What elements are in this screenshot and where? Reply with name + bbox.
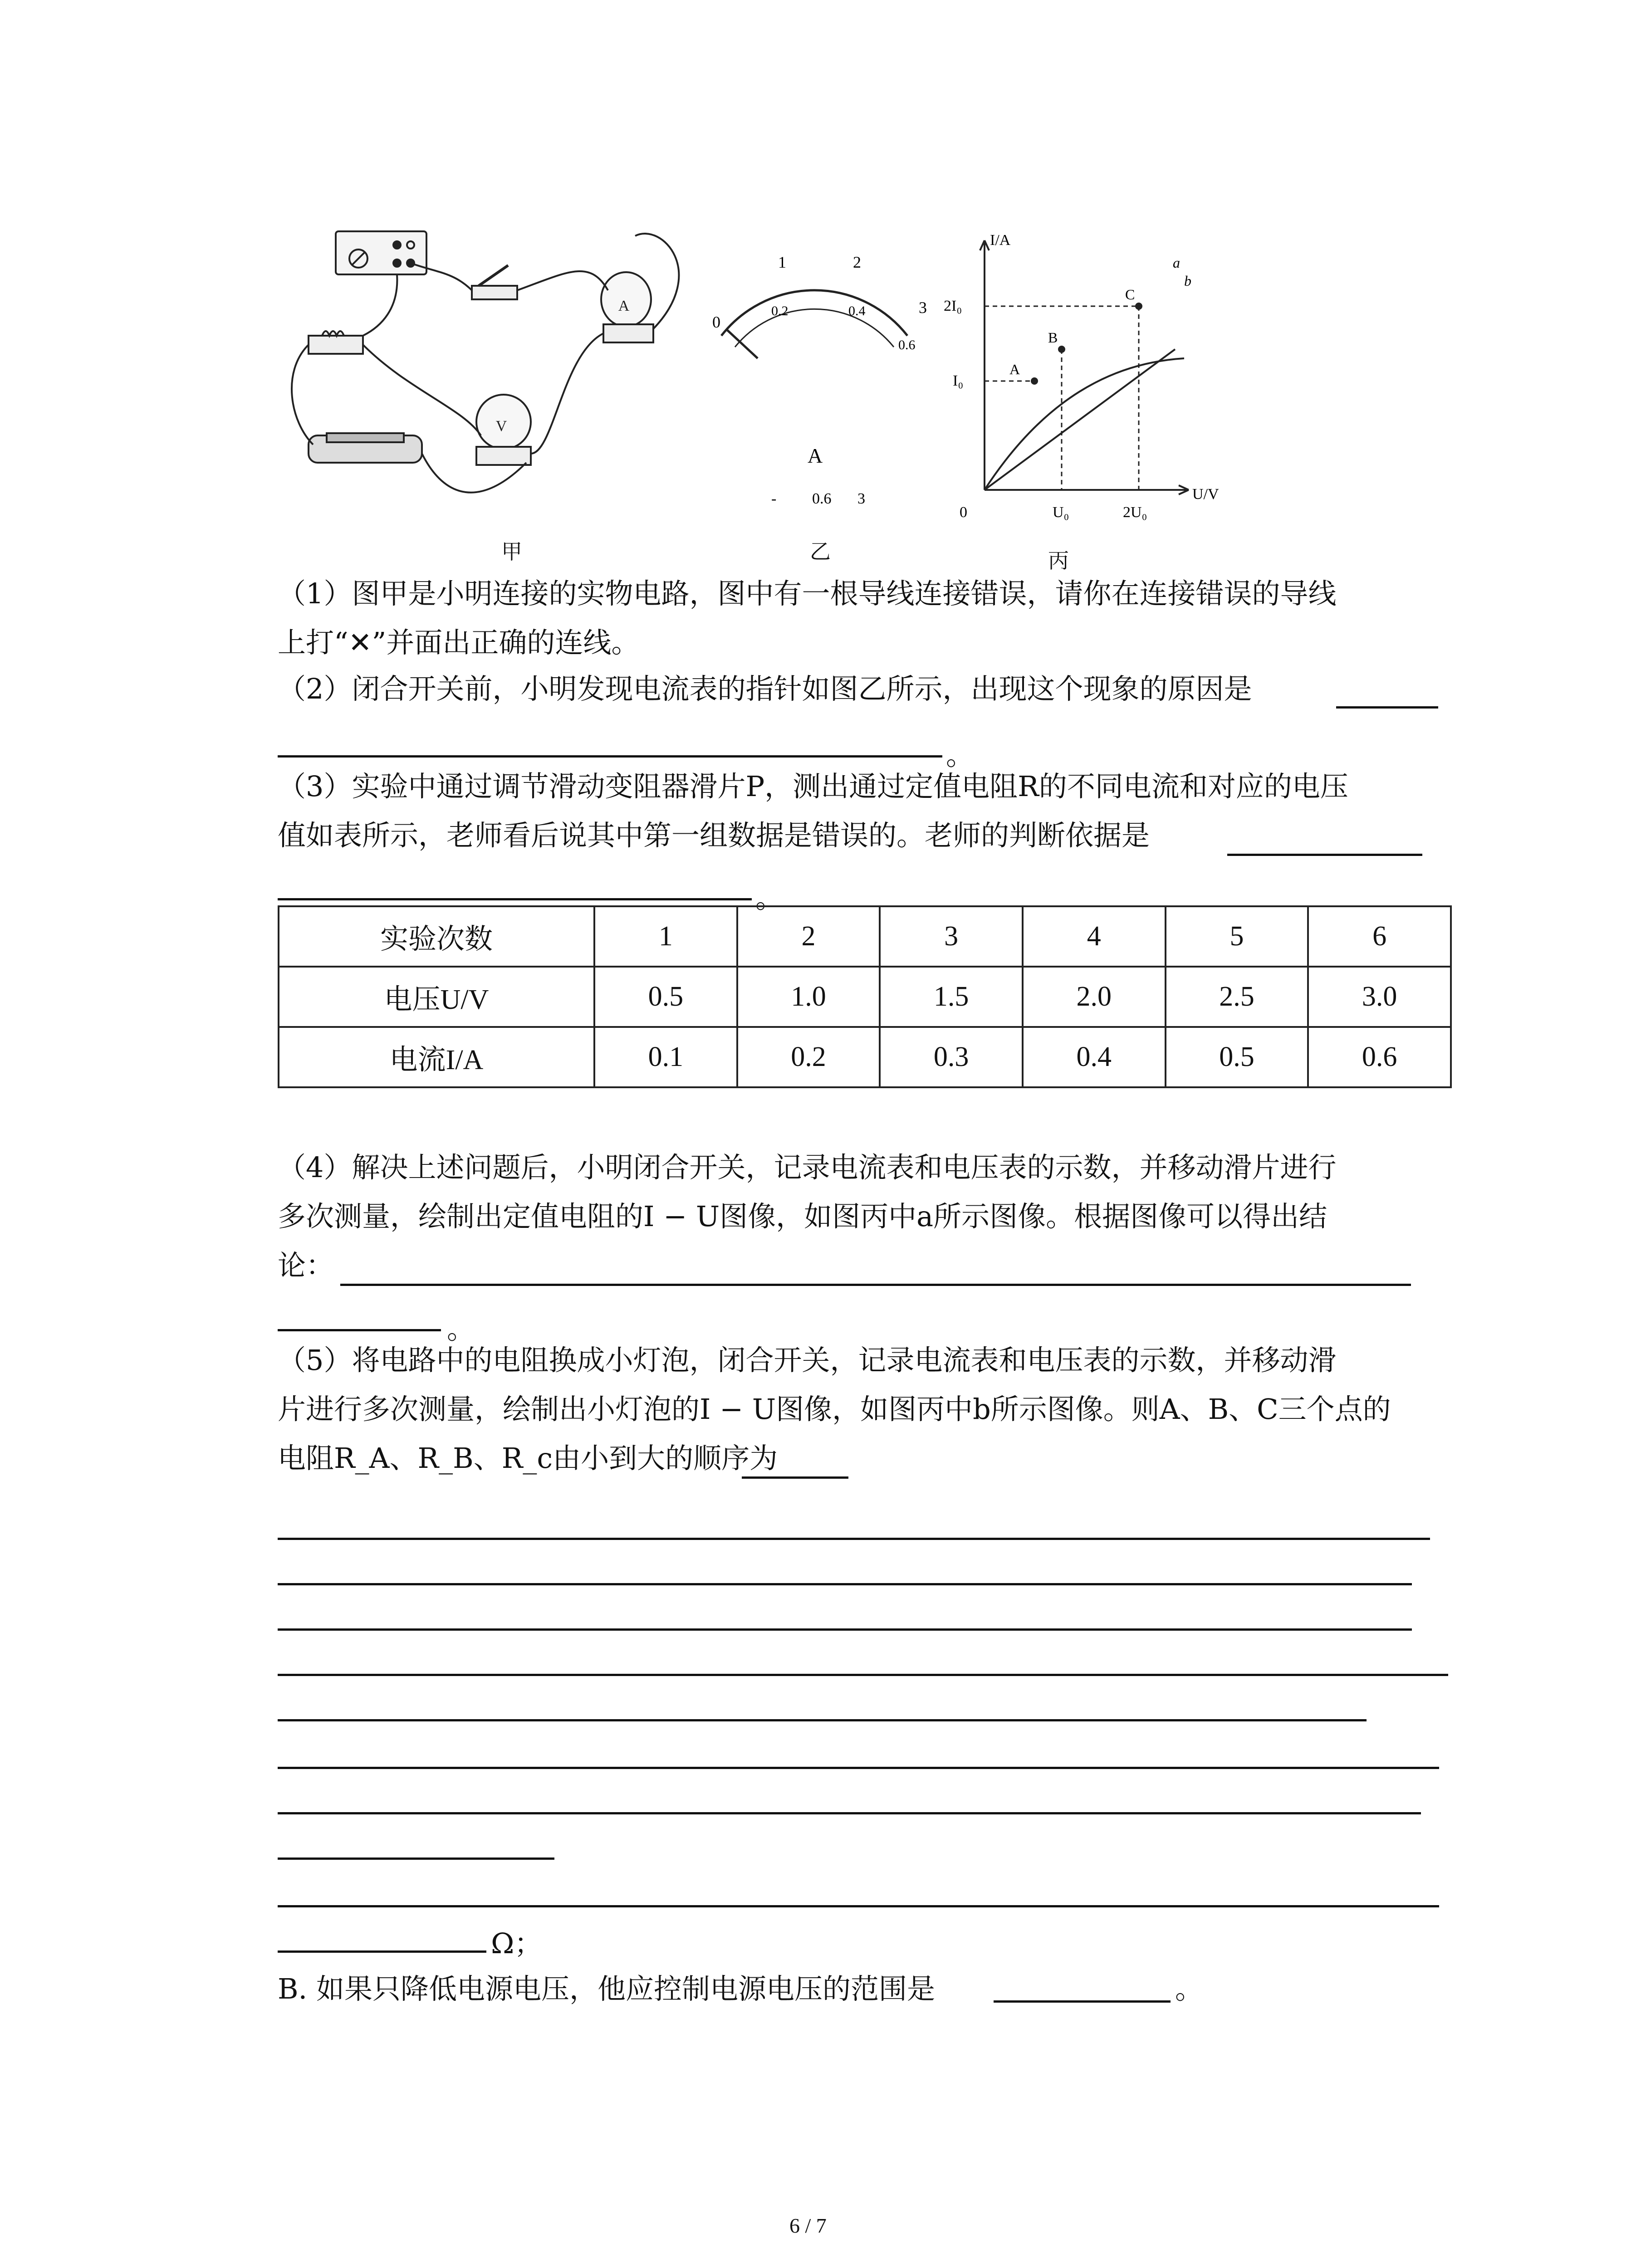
circuit-diagram	[292, 231, 679, 493]
table-cell: 0.2	[737, 1027, 880, 1087]
ohm-unit: Ω；	[491, 1927, 543, 1960]
figure-area	[272, 218, 1234, 544]
table-cell: 2.5	[1166, 967, 1308, 1027]
q5-line-2: 片进行多次测量，绘制出小灯泡的I − U图像，如图丙中b所示图像。则A、B、C三个点的	[278, 1393, 1391, 1426]
table-cell: 6	[1308, 906, 1451, 967]
table-cell: 电压U/V	[279, 967, 594, 1027]
graph-point-b-label: B	[1048, 329, 1058, 346]
table-cell: 1.0	[737, 967, 880, 1027]
caption-yi: 乙	[810, 539, 831, 564]
ammeter-sub-0.6: 0.6	[898, 337, 916, 352]
q5-line-1: （5）将电路中的电阻换成小灯泡，闭合开关，记录电流表和电压表的示数，并移动滑	[278, 1344, 1337, 1377]
table-cell: 2	[737, 906, 880, 967]
ammeter-dial	[721, 290, 907, 358]
table-cell: 3	[880, 906, 1023, 967]
q4-answer-blank-1[interactable]	[340, 1284, 1411, 1286]
ammeter-sub-0.4: 0.4	[848, 303, 866, 318]
table-cell: 1	[594, 906, 737, 967]
answer-line[interactable]	[278, 1628, 1412, 1631]
answer-line[interactable]	[278, 1767, 1439, 1769]
graph-x-tick-U0: U₀	[1053, 504, 1069, 521]
part-b-text: B. 如果只降低电源电压，他应控制电源电压的范围是	[278, 1972, 935, 2005]
ammeter-unit: A	[808, 444, 823, 467]
q4-line-3: 论：	[278, 1249, 334, 1282]
table-cell: 实验次数	[279, 906, 594, 967]
table-cell: 0.1	[594, 1027, 737, 1087]
ammeter-terminal-neg: -	[771, 490, 777, 507]
graph-y-tick-I0: I₀	[953, 372, 964, 389]
q4-line-2: 多次测量，绘制出定值电阻的I − U图像，如图丙中a所示图像。根据图像可以得出结	[278, 1200, 1327, 1233]
page-number: 6 / 7	[789, 2214, 827, 2237]
table-cell: 0.6	[1308, 1027, 1451, 1087]
ammeter-terminal-0.6: 0.6	[812, 490, 832, 507]
ammeter-tick-1: 1	[778, 253, 786, 271]
q3-answer-blank-1[interactable]	[1227, 854, 1422, 856]
graph-curve-b-label: b	[1184, 273, 1191, 289]
graph-point-a-label: A	[1009, 361, 1020, 377]
graph-x-axis-label: U/V	[1192, 486, 1219, 503]
ohm-blank[interactable]	[278, 1950, 486, 1953]
q1-line-2: 上打“✕”并面出正确的连线。	[278, 626, 640, 659]
q3-line-1: （3）实验中通过调节滑动变阻器滑片P，测出通过定值电阻R的不同电流和对应的电压	[278, 770, 1348, 803]
graph-curve-a-label: a	[1173, 254, 1180, 271]
q3-answer-blank-2[interactable]	[278, 898, 752, 900]
table-row-trials	[279, 906, 1451, 967]
question-1	[278, 569, 1457, 667]
svg-text:A: A	[618, 298, 630, 314]
answer-line[interactable]	[278, 1857, 554, 1860]
q3-end: 。	[755, 881, 784, 914]
ammeter-tick-3: 3	[919, 298, 927, 317]
answer-line[interactable]	[278, 1812, 1421, 1814]
q4-answer-blank-2[interactable]	[278, 1329, 441, 1331]
q5-line-3: 电阻R_A、R_B、R_c由小到大的顺序为	[278, 1442, 778, 1475]
answer-line[interactable]	[278, 1674, 1448, 1676]
graph-x-tick-2U0: 2U₀	[1123, 504, 1147, 521]
q2-answer-blank-2[interactable]	[278, 755, 942, 758]
svg-text:V: V	[495, 418, 507, 435]
ammeter-tick-2: 2	[853, 253, 861, 271]
answer-line[interactable]	[278, 1538, 1430, 1540]
graph-origin-label: 0	[960, 504, 967, 521]
q3-line-2: 值如表所示，老师看后说其中第一组数据是错误的。老师的判断依据是	[278, 819, 1150, 852]
graph-y-tick-2I0: 2I₀	[944, 298, 962, 314]
q2-end: 。	[946, 738, 975, 772]
table-cell: 2.0	[1023, 967, 1166, 1027]
data-table	[278, 905, 1452, 1088]
q5-answer-blank[interactable]	[742, 1476, 848, 1479]
ammeter-zero-label: 0	[712, 313, 720, 331]
caption-jia: 甲	[501, 539, 522, 564]
graph-y-axis-label: I/A	[990, 232, 1011, 249]
question-4	[278, 1143, 1457, 1290]
q1-line-1: （1）图甲是小明连接的实物电路，图中有一根导线连接错误，请你在连接错误的导线	[278, 577, 1337, 610]
part-b-blank[interactable]	[994, 2000, 1171, 2003]
answer-line[interactable]	[278, 1583, 1412, 1585]
table-cell: 4	[1023, 906, 1166, 967]
part-b-end: 。	[1175, 1972, 1204, 2005]
question-3	[278, 762, 1457, 860]
table-cell: 电流I/A	[279, 1027, 594, 1087]
table-cell: 3.0	[1308, 967, 1451, 1027]
q2-line-1: （2）闭合开关前，小明发现电流表的指针如图乙所示，出现这个现象的原因是	[278, 672, 1252, 705]
table-row-current	[279, 1027, 1451, 1087]
q4-end: 。	[447, 1312, 475, 1345]
q4-line-1: （4）解决上述问题后，小明闭合开关，记录电流表和电压表的示数，并移动滑片进行	[278, 1151, 1337, 1184]
ammeter-sub-0.2: 0.2	[771, 303, 789, 318]
table-cell: 0.5	[1166, 1027, 1308, 1087]
table-cell: 0.5	[594, 967, 737, 1027]
answer-line[interactable]	[278, 1719, 1367, 1721]
table-cell: 0.3	[880, 1027, 1023, 1087]
caption-bing: 丙	[1048, 548, 1069, 573]
ammeter-terminal-3: 3	[857, 490, 865, 507]
table-cell: 1.5	[880, 967, 1023, 1027]
answer-line[interactable]	[278, 1905, 1439, 1907]
question-2	[278, 665, 1457, 714]
question-5	[278, 1336, 1457, 1483]
q2-answer-blank-1[interactable]	[1336, 706, 1438, 709]
graph-point-c-label: C	[1125, 286, 1135, 303]
table-row-voltage	[279, 967, 1451, 1027]
table-cell: 5	[1166, 906, 1308, 967]
table-cell: 0.4	[1023, 1027, 1166, 1087]
